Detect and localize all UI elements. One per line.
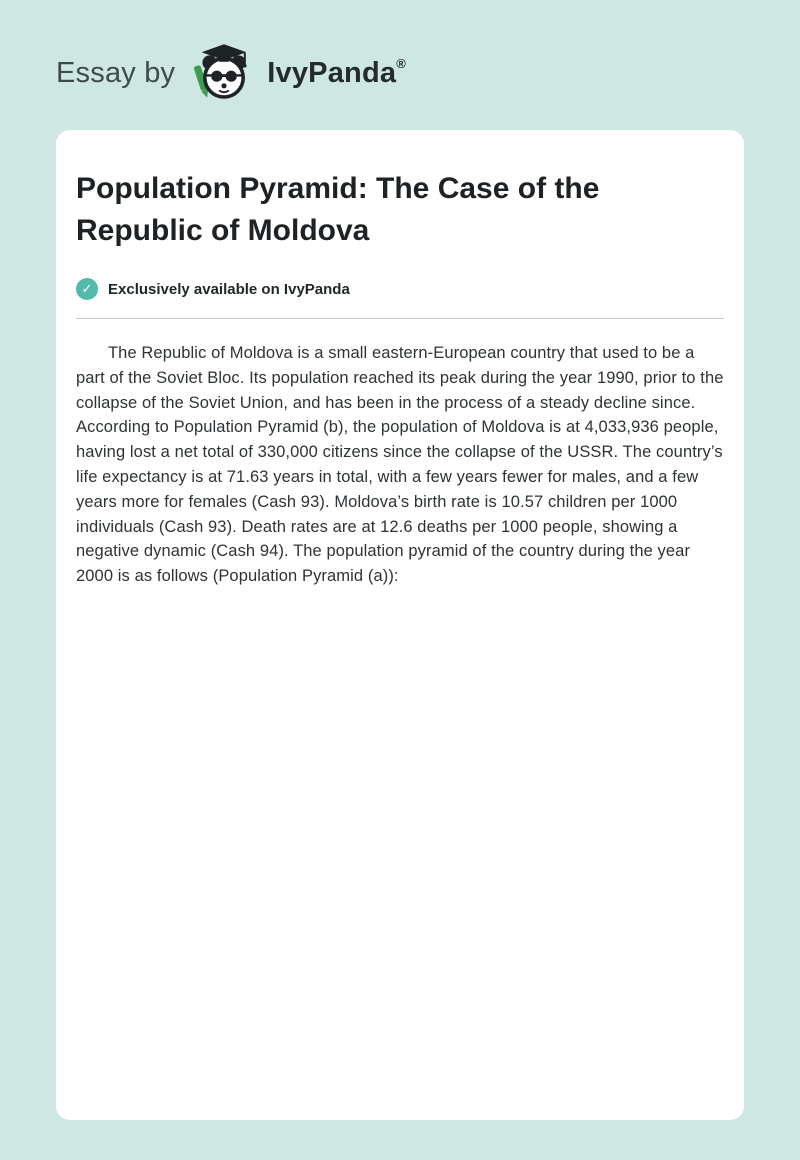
brand-name: IvyPanda® [267, 56, 406, 89]
essay-card [56, 130, 744, 1120]
essay-paragraph: The Republic of Moldova is a small eastern-European country that used to be a part of the Soviet Bloc. Its population reached its peak during the year 1990, prior to the collapse of the Soviet Union, and has been in the process of a steady decline since. According to Population Pyramid (b), the population of Moldova is at 4,033,936 people, having lost a net total of 330,000 citizens since the collapse of the USSR. The country’s life expectancy is at 71.63 years in total, with a few years fewer for males, and a few years more for females (Cash 93). Moldova’s birth rate is 10.57 children per 1000 individuals (Cash 93). Death rates are at 12.6 deaths per 1000 people, showing a negative dynamic (Cash 94). The population pyramid of the country during the year 2000 is as follows (Population Pyramid (a)): [76, 344, 724, 586]
availability-badge [76, 278, 724, 300]
availability-badge-label: Exclusively available on IvyPanda [108, 280, 350, 298]
header [0, 0, 800, 110]
essay-by-label: Essay by [56, 56, 176, 89]
check-icon: ✓ [76, 278, 98, 300]
ivypanda-panda-logo-icon [191, 41, 257, 105]
ivypanda-logo-link[interactable] [191, 41, 406, 105]
page-title: Population Pyramid: The Case of the Republic of Moldova [76, 172, 600, 247]
header-divider [76, 318, 724, 319]
registered-trademark: ® [396, 56, 406, 71]
